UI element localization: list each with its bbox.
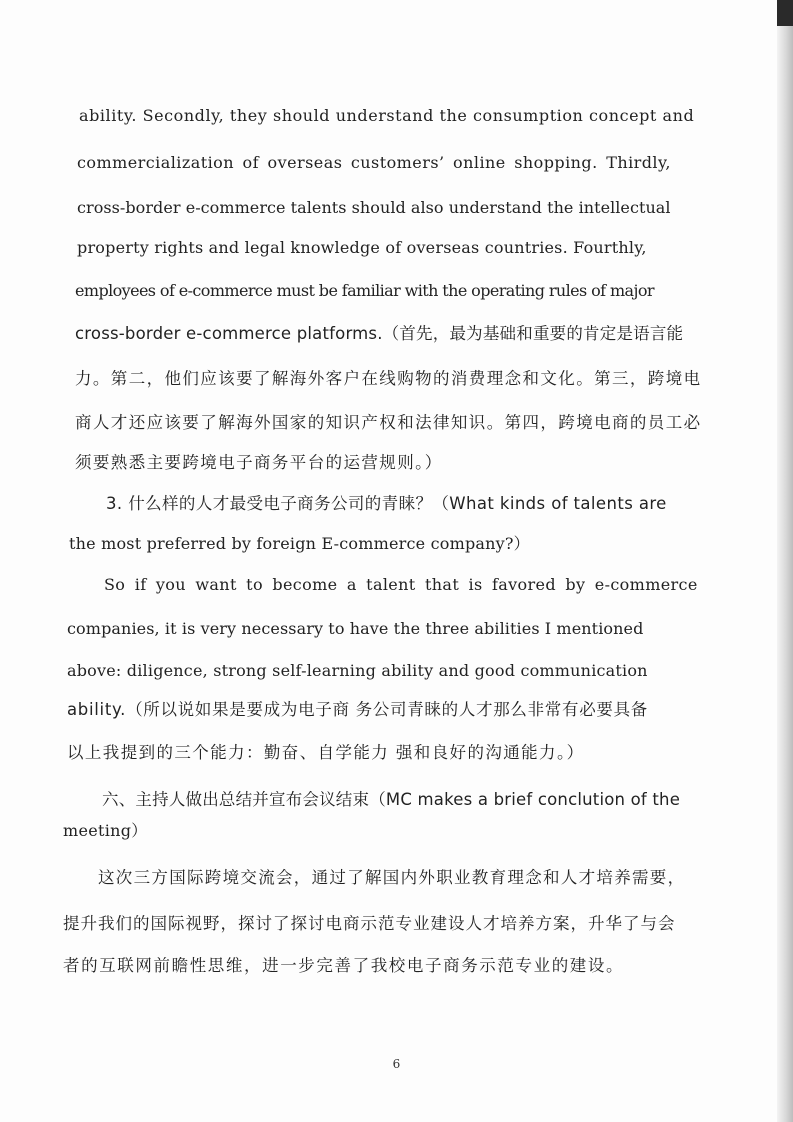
answer-3-line-4: ability.（所以说如果是要成为电子商 务公司青睐的人才那么非常有必要具备 bbox=[67, 700, 649, 719]
page-edge-corner bbox=[777, 0, 793, 26]
text-line-8: 商人才还应该要了解海外国家的知识产权和法律知识。第四，跨境电商的员工必 bbox=[75, 413, 702, 432]
section-6-heading-line-2: meeting） bbox=[63, 821, 148, 840]
conclusion-line-1: 这次三方国际跨境交流会，通过了解国内外职业教育理念和人才培养需要， bbox=[98, 868, 686, 887]
text-line-3: cross-border e-commerce talents should also understand the intellectual bbox=[77, 198, 671, 217]
answer-3-line-5: 以上我提到的三个能力：勤奋、自学能力 强和良好的沟通能力。） bbox=[67, 743, 585, 762]
answer-3-line-1: So if you want to become a talent that is favored by e-commerce bbox=[104, 575, 698, 594]
question-3-line-1: 3. 什么样的人才最受电子商务公司的青睐？（What kinds of talents are bbox=[106, 494, 667, 513]
text-line-1: ability. Secondly, they should understand the consumption concept and bbox=[79, 106, 695, 125]
text-line-4: property rights and legal knowledge of overseas countries. Fourthly, bbox=[77, 238, 647, 257]
answer-3-line-3: above: diligence, strong self-learning ability and good communication bbox=[67, 661, 648, 680]
text-line-9: 须要熟悉主要跨境电子商务平台的运营规则。） bbox=[75, 453, 443, 472]
conclusion-line-2: 提升我们的国际视野，探讨了探讨电商示范专业建设人才培养方案，升华了与会 bbox=[63, 914, 676, 933]
conclusion-line-3: 者的互联网前瞻性思维，进一步完善了我校电子商务示范专业的建设。 bbox=[63, 956, 625, 975]
text-line-2: commercialization of overseas customers’ online shopping. Thirdly, bbox=[77, 153, 671, 172]
answer-3-line-2: companies, it is very necessary to have the three abilities I mentioned bbox=[67, 619, 644, 638]
question-3-line-2: the most preferred by foreign E-commerce company?） bbox=[69, 534, 530, 553]
text-line-6: cross-border e-commerce platforms.（首先，最为基础和重要的肯定是语言能 bbox=[75, 324, 684, 343]
section-6-heading-line-1: 六、主持人做出总结并宣布会议结束（MC makes a brief conclution of the bbox=[102, 790, 681, 809]
text-line-7: 力。第二，他们应该要了解海外客户在线购物的消费理念和文化。第三，跨境电 bbox=[75, 369, 702, 388]
page-edge-shadow bbox=[777, 0, 793, 1122]
text-line-5: employees of e-commerce must be familiar with the operating rules of major bbox=[75, 281, 654, 300]
page-number: 6 bbox=[392, 1057, 401, 1071]
